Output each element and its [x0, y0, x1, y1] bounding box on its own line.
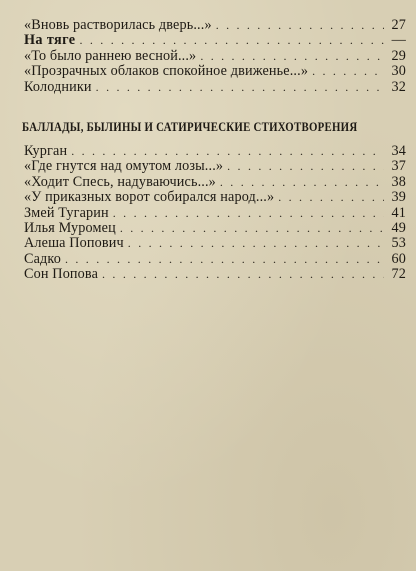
toc-entry-page: 27 [391, 17, 406, 33]
toc-entry [24, 80, 406, 95]
toc-entry-title: Колодники [24, 78, 92, 95]
toc-entry-title: «Вновь растворилась дверь...» [24, 17, 212, 33]
toc-entry-title: «Где гнутся над омутом лозы...» [24, 158, 224, 175]
toc-entry [24, 33, 406, 48]
toc-entry-title: На тяге [24, 32, 76, 49]
toc-entry-title: Алеша Попович [24, 235, 124, 252]
toc-entry [24, 144, 406, 159]
toc-entry [24, 236, 406, 251]
toc-entry-page: 38 [391, 173, 406, 190]
toc-list-bottom [24, 144, 406, 283]
dot-leader [71, 144, 384, 159]
toc-entry [24, 18, 406, 33]
dot-leader [278, 190, 384, 205]
toc-list-top [24, 18, 406, 95]
toc-entry-title: «У приказных ворот собирался народ...» [24, 189, 275, 206]
toc-entry-page: 60 [391, 250, 406, 267]
toc-entry [24, 206, 406, 221]
dot-leader [96, 80, 384, 95]
toc-entry [24, 267, 406, 282]
toc-entry-title: «То было раннею весной...» [24, 47, 197, 64]
toc-entry [24, 49, 406, 64]
toc-entry-title: Садко [24, 250, 61, 267]
toc-entry [24, 252, 406, 267]
dot-leader [220, 175, 384, 190]
dot-leader [120, 221, 384, 236]
dot-leader [312, 64, 384, 79]
toc-entry-page: 30 [391, 63, 406, 80]
dot-leader [216, 18, 384, 33]
dot-leader [113, 206, 384, 221]
toc-entry-title: «Прозрачных облаков спокойное движенье...» [24, 63, 309, 80]
toc-entry-page: 34 [391, 143, 406, 159]
toc-entry-title: Курган [24, 143, 68, 159]
toc-entry-page: — [391, 32, 406, 49]
toc-entry-page: 53 [391, 235, 406, 252]
toc-entry-page: 72 [391, 266, 406, 283]
section-heading: БАЛЛАДЫ, БЫЛИНЫ И САТИРИЧЕСКИЕ СТИХОТВОРЕНИЯ [22, 120, 358, 134]
dot-leader [102, 267, 384, 282]
toc-entry-title: «Ходит Спесь, надуваючись...» [24, 173, 216, 190]
dot-leader [128, 236, 384, 251]
toc-entry-title: Илья Муромец [24, 219, 116, 236]
toc-entry [24, 64, 406, 79]
dot-leader [65, 252, 384, 267]
dot-leader [80, 33, 385, 48]
toc-entry-title: Сон Попова [24, 266, 99, 283]
toc-entry [24, 175, 406, 190]
toc-entry [24, 221, 406, 236]
toc-entry-page: 29 [391, 47, 406, 64]
toc-entry-page: 49 [391, 219, 406, 236]
toc-entry [24, 159, 406, 174]
toc-entry-page: 37 [391, 158, 406, 175]
toc-entry-page: 41 [391, 204, 406, 221]
dot-leader [200, 49, 384, 64]
toc-entry-page: 39 [391, 189, 406, 206]
toc-entry-page: 32 [391, 78, 406, 95]
toc-entry [24, 190, 406, 205]
dot-leader [227, 159, 384, 174]
toc-entry-title: Змей Тугарин [24, 204, 109, 221]
